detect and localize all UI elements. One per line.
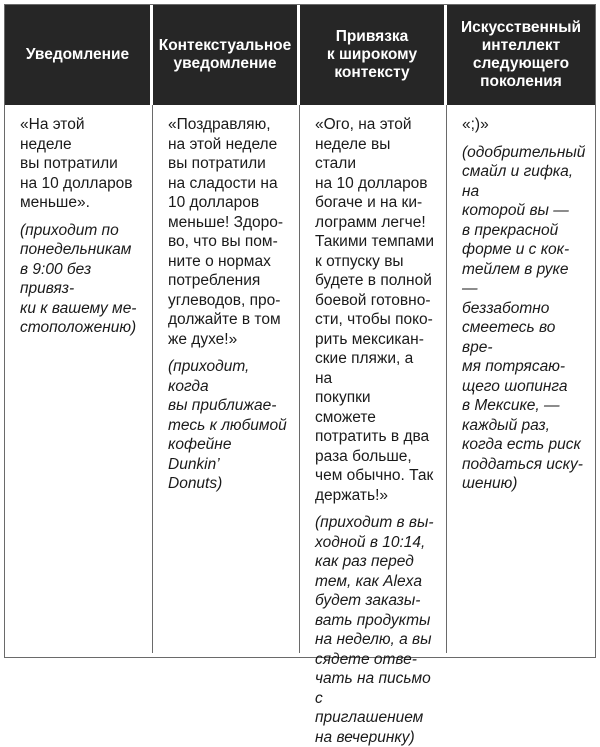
cell-notification bbox=[5, 105, 153, 653]
cell-contextual-notification-note: (приходит, когда вы приближае- тесь к любимой кофейне Dunkin’ Donuts) bbox=[168, 358, 287, 492]
header-broad-context-label: Привязка к широкому контексту bbox=[326, 28, 418, 81]
header-notification bbox=[5, 5, 153, 105]
header-next-gen-ai bbox=[447, 5, 595, 105]
header-contextual-notification-label: Контекстуальное уведомление bbox=[158, 37, 292, 72]
cell-contextual-notification bbox=[153, 105, 300, 653]
cell-next-gen-ai bbox=[447, 105, 595, 653]
cell-contextual-notification-quote: «Поздравляю, на этой неделе вы потратили на сладости на 10 долларов меньше! Здоро- во, что вы пом- ните о нормах потребления углеводов, про- должайте в том же духе!» bbox=[168, 116, 284, 348]
cell-broad-context-note: (приходит в вы- ходной в 10:14, как раз перед тем, как Alexa будет заказы- вать продукты на неделю, а вы сядете отве- чать на письмо с приглашением на вечеринку) bbox=[315, 514, 434, 746]
cell-notification-quote: «На этой неделе вы потратили на 10 долларов меньше». bbox=[20, 116, 133, 211]
header-notification-label: Уведомление bbox=[25, 46, 130, 63]
cell-next-gen-ai-quote: «;)» bbox=[462, 116, 489, 133]
cell-broad-context bbox=[300, 105, 447, 746]
header-next-gen-ai-label: Искусственный интеллект следующего поколения bbox=[460, 19, 582, 90]
cell-next-gen-ai-note: (одобрительный смайл и гифка, на которой вы — в прекрасной форме и с кок- тейлем в руке — беззаботно смеетесь во вре- мя потрясаю- щего шопинга в Мексике, — каждый раз, когда есть риск поддаться иску- шению) bbox=[462, 143, 586, 492]
comparison-table bbox=[4, 4, 596, 746]
cell-notification-note: (приходит по понедельникам в 9:00 без привяз- ки к вашему ме- стоположению) bbox=[20, 221, 137, 336]
cell-broad-context-quote: «Ого, на этой неделе вы стали на 10 долларов богаче и на ки- лограмм легче! Такими темпами к отпуску вы будете в полной боевой готовно- сти, чтобы поко- рить мексикан- ские пляжи, а на покупки сможете потратить в два раза больше, чем обычно. Так держать!» bbox=[315, 116, 434, 504]
header-contextual-notification bbox=[153, 5, 300, 105]
header-broad-context bbox=[300, 5, 447, 105]
